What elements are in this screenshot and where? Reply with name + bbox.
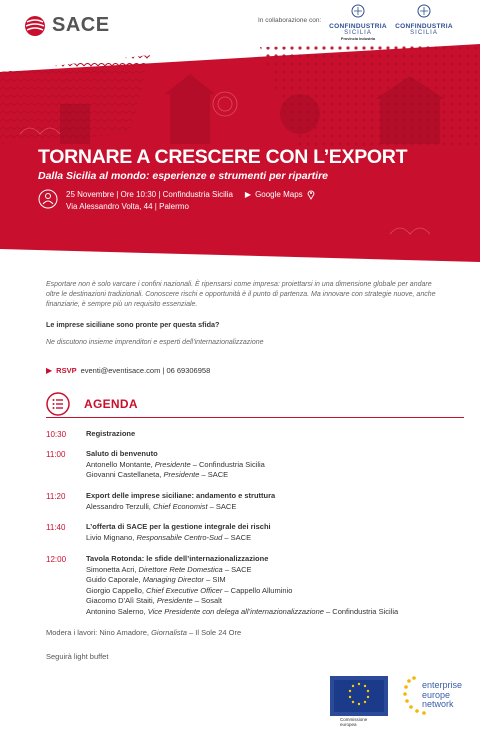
ec-logo	[330, 676, 388, 727]
partner-logo-1	[326, 4, 390, 42]
agenda-item-title: Tavola Rotonda: le sfide dell’internazionalizzazione	[86, 554, 269, 563]
location-people-icon	[38, 189, 58, 209]
partner2-sub: SICILIA	[410, 30, 438, 36]
een-line: europe	[422, 689, 451, 700]
agenda-item	[86, 491, 275, 512]
agenda-time: 11:20	[46, 492, 66, 501]
agenda-time: 10:30	[46, 430, 67, 439]
eu-flag-icon	[330, 676, 388, 716]
speaker: Antonino Salerno, Vice Presidente con delega all’internazionalizzazione – Confindustria Sicilia	[86, 606, 399, 616]
agenda-item	[86, 554, 398, 617]
logo-text: SACE	[52, 14, 110, 36]
agenda-time: 11:40	[46, 523, 66, 532]
speaker: Simonetta Acri, Direttore Rete Domestica – SACE	[86, 564, 252, 574]
rsvp-label: RSVP	[56, 366, 77, 375]
agenda-time: 12:00	[46, 555, 67, 564]
rsvp-arrow-icon: ▶	[46, 366, 53, 375]
partner1-name: CONFINDUSTRIA	[329, 23, 387, 30]
sace-logo	[24, 14, 110, 37]
agenda-title: AGENDA	[84, 397, 138, 411]
collab-text: In collaborazione con:	[258, 17, 322, 24]
confindustria-emblem-icon	[350, 4, 366, 18]
een-line: enterprise	[422, 680, 463, 690]
sace-logo-icon	[24, 15, 46, 37]
speaker: Livio Mignano, Responsabile Centro-Sud – SACE	[86, 532, 252, 542]
event-address-line: Via Alessandro Volta, 44 | Palermo	[66, 202, 189, 211]
agenda-item-title: Saluto di benvenuto	[86, 449, 158, 458]
maps-label: Google Maps	[255, 190, 303, 199]
moderator-line: Modera i lavori: Nino Amadore, Giornalista – Il Sole 24 Ore	[46, 628, 242, 637]
partner2-name: CONFINDUSTRIA	[395, 23, 453, 30]
agenda-item	[86, 429, 135, 440]
event-details	[38, 189, 315, 213]
event-date-line: 25 Novembre | Ore 10:30 | Confindustria Sicilia	[66, 190, 233, 199]
intro-paragraph: Esportare non è solo varcare i confini nazionali. È ripensarsi come impresa: proiettarsi in una dimensione globale per andare oltre le destinazioni tradizionali. Conoscere rischi e opportunità è il punto di partenza. Ma innovare con strategie nuove, anche finanziarie, è sempre più un requisito essenziale.	[46, 281, 436, 308]
ec-label: Commissione europea	[340, 717, 368, 727]
speaker: Giacomo D’Alì Staiti, Presidente – Sosalt	[86, 596, 222, 605]
partner-logo-2	[392, 4, 456, 37]
rsvp-line	[46, 366, 210, 375]
closing-note: Seguirà light buffet	[46, 652, 109, 661]
speaker: Giorgio Cappello, Chief Executive Officer – Cappello Alluminio	[86, 585, 293, 595]
agenda-item-title: Registrazione	[86, 429, 136, 438]
agenda-item	[86, 522, 271, 543]
agenda-item-title: L’offerta di SACE per la gestione integrale dei rischi	[86, 522, 271, 531]
agenda-time: 11:00	[46, 450, 66, 459]
agenda-list-icon	[46, 392, 70, 416]
rsvp-contact[interactable]: eventi@eventisace.com | 06 69306958	[80, 366, 211, 375]
een-text	[422, 681, 462, 710]
event-subtitle: Dalla Sicilia al mondo: esperienze e strumenti per ripartire	[38, 170, 329, 182]
speaker: Alessandro Terzulli, Chief Economist – SACE	[86, 501, 237, 511]
agenda-item	[86, 449, 265, 481]
google-maps-link[interactable]	[245, 189, 315, 200]
partner1-sub: SICILIA	[344, 30, 372, 36]
event-title: TORNARE A CRESCERE CON L’EXPORT	[38, 146, 408, 168]
partner1-prov: Provincia Industria	[340, 37, 376, 41]
agenda-header	[46, 392, 138, 416]
map-pin-icon	[307, 189, 315, 200]
speaker: Giovanni Castellaneta, Presidente – SACE	[86, 470, 229, 479]
confindustria-emblem-icon	[416, 4, 432, 18]
een-line: network	[422, 699, 454, 709]
agenda-item-title: Export delle imprese siciliane: andamento e struttura	[86, 491, 276, 500]
speaker: Guido Caporale, Managing Director – SIM	[86, 575, 226, 584]
play-arrow-icon: ▶	[244, 190, 252, 199]
intro-question: Le imprese siciliane sono pronte per questa sfida?	[46, 320, 220, 329]
agenda-divider	[46, 417, 464, 418]
intro-discuss: Ne discutono insieme imprenditori e esperti dell’internazionalizzazione	[46, 339, 264, 346]
speaker: Antonello Montante, Presidente – Confindustria Sicilia	[86, 459, 265, 469]
